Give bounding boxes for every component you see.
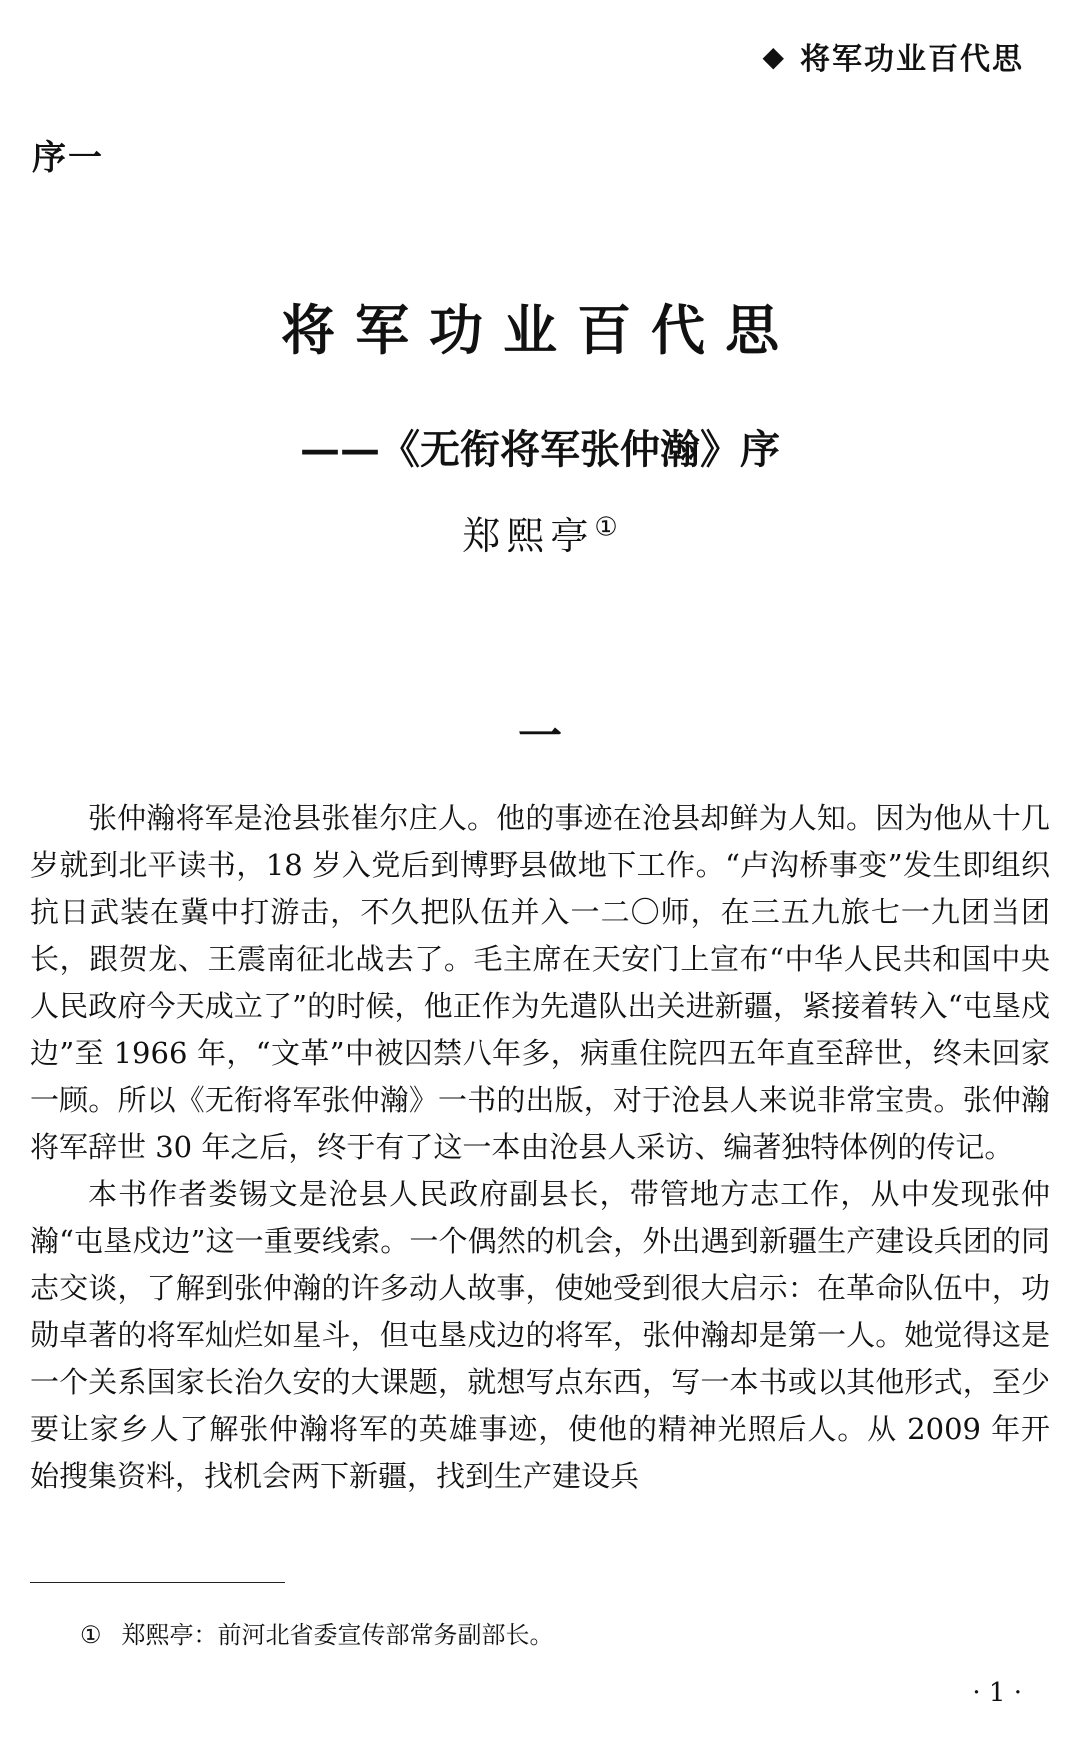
- footnote-divider: [30, 1582, 285, 1583]
- author-name: 郑熙亭: [462, 514, 595, 558]
- running-header-text: 将军功业百代思: [800, 42, 1024, 77]
- footnote-marker: ①: [80, 1621, 102, 1649]
- footnote-text: 郑熙亭：前河北省委宣传部常务副部长。: [121, 1621, 554, 1649]
- running-header: [762, 34, 1024, 78]
- body-text: [30, 795, 1050, 1500]
- subtitle: ——《无衔将军张仲瀚》序: [300, 426, 780, 473]
- part-number-heading: 一: [518, 711, 562, 762]
- footnote: [80, 1615, 554, 1650]
- diamond-icon: ◆: [762, 39, 786, 73]
- section-label: 序一: [32, 138, 104, 178]
- paragraph-2: 本书作者娄锡文是沧县人民政府副县长，带管地方志工作，从中发现张仲瀚“屯垦戍边”这一重要线索。一个偶然的机会，外出遇到新疆生产建设兵团的同志交谈，了解到张仲瀚的许多动人故事，使她受到很大启示：在革命队伍中，功勋卓著的将军灿烂如星斗，但屯垦戍边的将军，张仲瀚却是第一人。她觉得这是一个关系国家长治久安的大课题，就想写点东西，写一本书或以其他形式，至少要让家乡人了解张仲瀚将军的英雄事迹，使他的精神光照后人。从 2009 年开始搜集资料，找机会两下新疆，找到生产建设兵: [30, 1177, 1050, 1493]
- page-title: 将军功业百代思: [281, 299, 799, 362]
- author-footnote-marker[interactable]: ①: [594, 512, 618, 543]
- page-number: · 1 ·: [972, 1678, 1022, 1708]
- author-line: [0, 505, 1080, 560]
- paragraph-1: 张仲瀚将军是沧县张崔尔庄人。他的事迹在沧县却鲜为人知。因为他从十几岁就到北平读书，18 岁入党后到博野县做地下工作。“卢沟桥事变”发生即组织抗日武装在冀中打游击，不久把队伍并入一二〇师，在三五九旅七一九团当团长，跟贺龙、王震南征北战去了。毛主席在天安门上宣布“中华人民共和国中央人民政府今天成立了”的时候，他正作为先遣队出关进新疆，紧接着转入“屯垦戍边”至 1966 年，“文革”中被囚禁八年多，病重住院四五年直至辞世，终未回家一顾。所以《无衔将军张仲瀚》一书的出版，对于沧县人来说非常宝贵。张仲瀚将军辞世 30 年之后，终于有了这一本由沧县人采访、编著独特体例的传记。: [30, 801, 1050, 1164]
